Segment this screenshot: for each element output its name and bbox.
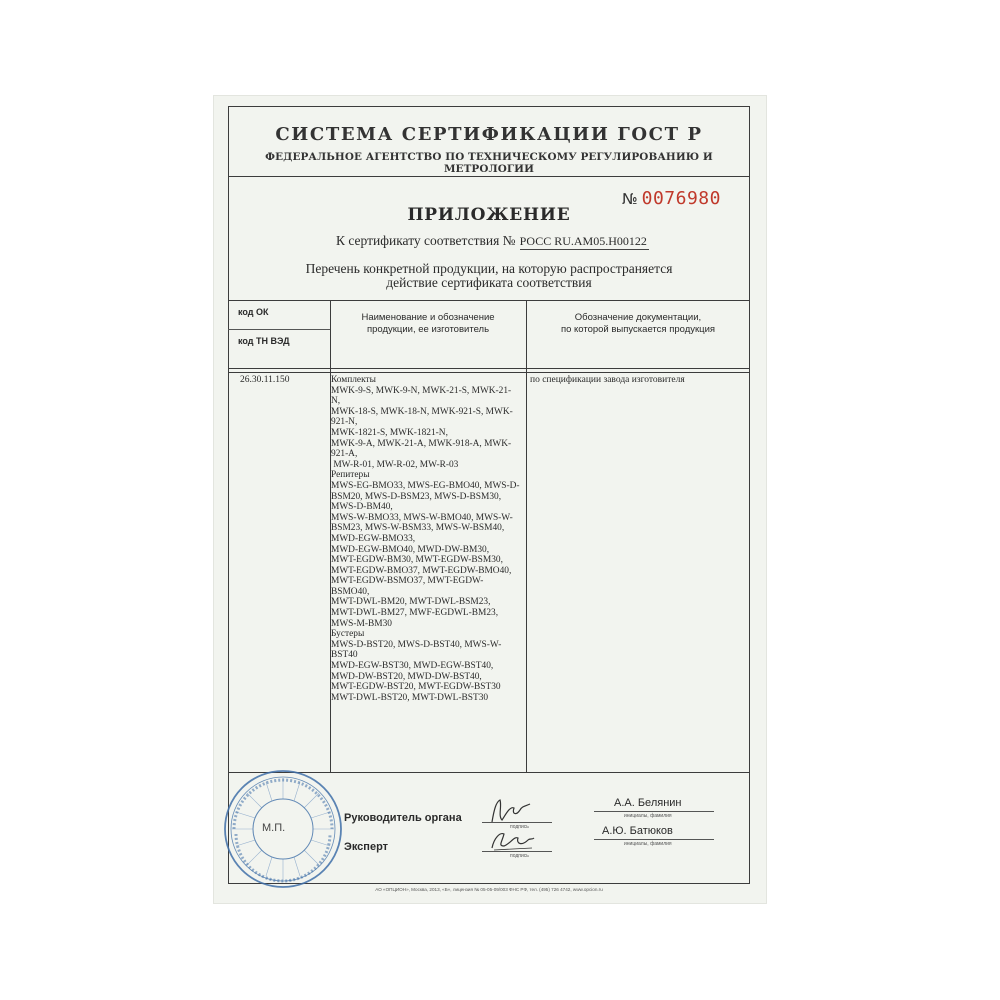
code-header-split bbox=[228, 329, 330, 330]
head-name-line bbox=[594, 811, 714, 812]
number-sign: № bbox=[622, 190, 638, 208]
certificate-label: К сертификату соответствия № bbox=[336, 233, 516, 248]
product-list-title bbox=[228, 262, 750, 290]
product-list-line: MWT-DWL-BM27, MWF-EGDWL-BM23, bbox=[331, 608, 499, 619]
head-name-caption: инициалы, фамилия bbox=[624, 813, 672, 819]
header-code-ok: код ОК bbox=[238, 307, 269, 317]
product-list-line: BSM23, MWS-W-BSM33, MWS-W-BSM40, bbox=[331, 523, 505, 534]
list-title-line1: Перечень конкретной продукции, на которую распространяется bbox=[305, 261, 673, 276]
product-list-line: MWT-EGDW-BMO37, MWT-EGDW-BMO40, bbox=[331, 565, 512, 576]
expert-sign-caption: подпись bbox=[510, 853, 529, 859]
product-list-line: BSMO40, bbox=[331, 586, 370, 597]
table-column-divider bbox=[526, 300, 527, 772]
product-list-line: MWS-EG-BMO33, MWS-EG-BMO40, MWS-D- bbox=[331, 480, 520, 491]
product-list-line: MWT-EGDW-BST20, MWT-EGDW-BST30 bbox=[331, 682, 501, 693]
header-product-name-line2: продукции, ее изготовитель bbox=[366, 324, 490, 335]
header-code-tnved: код ТН ВЭД bbox=[238, 336, 290, 346]
product-list-line: MWT-EGDW-BSMO37, MWT-EGDW- bbox=[331, 576, 484, 587]
product-list-line: MWT-DWL-BST20, MWT-DWL-BST30 bbox=[331, 692, 489, 703]
product-list-line: BSM20, MWS-D-BSM23, MWS-D-BSM30, bbox=[331, 491, 502, 502]
product-list-line: Бустеры bbox=[331, 629, 365, 640]
header-divider bbox=[228, 176, 750, 177]
expert-name: А.Ю. Батюков bbox=[602, 825, 673, 837]
expert-signature-line bbox=[482, 851, 552, 852]
product-list-line: BST40 bbox=[331, 650, 358, 661]
stamp-mp-label: М.П. bbox=[262, 822, 286, 834]
product-list-line: MWD-EGW-BST30, MWD-EGW-BST40, bbox=[331, 661, 494, 672]
head-of-body-label: Руководитель органа bbox=[344, 812, 462, 824]
certificate-reference bbox=[336, 233, 649, 250]
printer-footer: АО «ОПЦИОН», Москва, 2013, «Б», лицензия № 05-05-09/003 ФНС РФ, тел. (495) 726 4742, www.opcion.ru bbox=[375, 887, 603, 892]
head-sign-caption: подпись bbox=[510, 824, 529, 830]
product-list-line: MWD-DW-BST20, MWD-DW-BST40, bbox=[331, 671, 482, 682]
product-list-line: MWK-1821-S, MWK-1821-N, bbox=[331, 427, 448, 438]
header-documentation-line1: Обозначение документации, bbox=[574, 312, 702, 323]
product-list bbox=[331, 375, 525, 703]
product-list-line: MWD-EGW-BMO33, bbox=[331, 533, 416, 544]
list-title-line2: действие сертификата соответствия bbox=[386, 275, 592, 290]
expert-name-line bbox=[594, 839, 714, 840]
system-title: СИСТЕМА СЕРТИФИКАЦИИ ГОСТ Р bbox=[275, 124, 703, 145]
product-list-line: MWD-EGW-BMO40, MWD-DW-BM30, bbox=[331, 544, 490, 555]
head-name: А.А. Белянин bbox=[614, 797, 682, 809]
product-list-line: MWK-9-S, MWK-9-N, MWK-21-S, MWK-21- bbox=[331, 385, 512, 396]
product-list-line: N, bbox=[331, 396, 341, 407]
product-list-line: Репитеры bbox=[331, 470, 370, 481]
product-code: 26.30.11.150 bbox=[240, 375, 290, 385]
header-product-name-line1: Наименование и обозначение bbox=[361, 312, 495, 323]
header-documentation bbox=[526, 312, 750, 336]
product-list-line: MWK-9-A, MWK-21-A, MWK-918-A, MWK- bbox=[331, 438, 512, 449]
form-number-digits: 0076980 bbox=[641, 188, 721, 209]
documentation-value: по спецификации завода изготовителя bbox=[530, 375, 685, 385]
table-top-border bbox=[228, 300, 750, 301]
agency-subtitle: ФЕДЕРАЛЬНОЕ АГЕНТСТВО ПО ТЕХНИЧЕСКОМУ РЕГУЛИРОВАНИЮ И МЕТРОЛОГИИ bbox=[265, 151, 713, 175]
table-header-border-double bbox=[228, 372, 750, 373]
certificate-number: РОСС RU.AM05.H00122 bbox=[519, 234, 647, 248]
product-list-line: 921-N, bbox=[331, 417, 358, 428]
product-list-line: 921-A, bbox=[331, 449, 358, 460]
expert-name-caption: инициалы, фамилия bbox=[624, 841, 672, 847]
product-list-line: MWS-M-BM30 bbox=[331, 618, 392, 629]
product-list-line: MW-R-01, MW-R-02, MW-R-03 bbox=[331, 459, 459, 470]
header-product-name bbox=[330, 312, 526, 336]
head-signature-line bbox=[482, 822, 552, 823]
product-list-line: MWT-DWL-BM20, MWT-DWL-BSM23, bbox=[331, 597, 491, 608]
table-header-border bbox=[228, 368, 750, 369]
header-documentation-line2: по которой выпускается продукция bbox=[560, 324, 716, 335]
product-list-line: MWS-D-BM40, bbox=[331, 502, 393, 513]
product-list-line: Комплекты bbox=[331, 375, 376, 385]
product-list-line: MWT-EGDW-BM30, MWT-EGDW-BSM30, bbox=[331, 555, 503, 566]
product-list-line: MWK-18-S, MWK-18-N, MWK-921-S, MWK- bbox=[331, 406, 513, 417]
product-list-line: MWS-W-BMO33, MWS-W-BMO40, MWS-W- bbox=[331, 512, 513, 523]
product-list-line: MWS-D-BST20, MWS-D-BST40, MWS-W- bbox=[331, 639, 502, 650]
annex-title: ПРИЛОЖЕНИЕ bbox=[407, 205, 571, 225]
expert-label: Эксперт bbox=[344, 841, 389, 853]
